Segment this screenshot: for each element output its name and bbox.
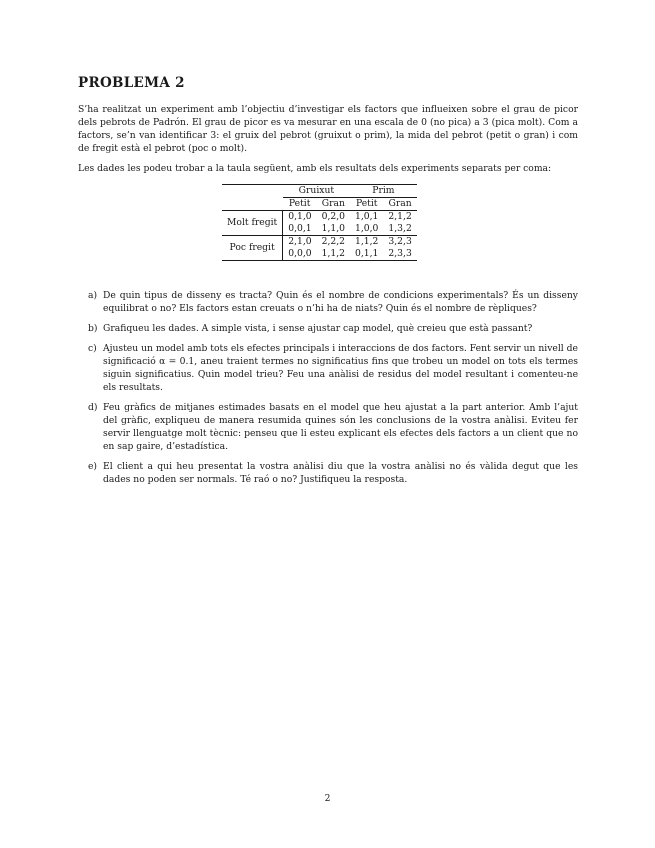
question-label: b): [88, 323, 98, 334]
table-corner: [222, 185, 283, 198]
table-cell: 3,2,3: [383, 236, 416, 249]
question-label: d): [88, 402, 98, 413]
table-cell: 1,0,0: [355, 223, 379, 234]
table-cell: 2,3,3: [383, 248, 416, 261]
question-list: [78, 289, 578, 493]
table-intro-paragraph: Les dades les podeu trobar a la taula següent, amb els resultats dels experiments separats per coma:: [78, 163, 552, 174]
question-item: [78, 322, 578, 335]
sub-header: Gran: [321, 198, 345, 209]
table-sub-header-row: [222, 198, 417, 211]
table-cell: 2,1,2: [383, 211, 416, 224]
sub-header: Petit: [355, 198, 378, 209]
question-label: c): [88, 343, 97, 354]
table-cell: 1,1,2: [317, 248, 350, 261]
table-cell: 1,1,2: [350, 236, 383, 249]
row-label-molt-fregit: Molt fregit: [222, 211, 283, 236]
table-cell: 0,0,0: [283, 248, 317, 261]
table-cell: 0,1,0: [283, 211, 317, 224]
question-text: Ajusteu un model amb tots els efectes principals i interaccions de dos factors. Fent servir un nivell de significació α = 0.1, aneu traient termes no significatius fins que trobeu un model on tots els termes siguin significatius. Quin model trieu? Feu una anàlisi de residus del model resultant i comenteu-ne els resultats.: [103, 343, 578, 393]
table-row: [222, 236, 417, 249]
row-label-poc-fregit: Poc fregit: [222, 236, 283, 261]
table-cell: 2,2,2: [317, 236, 350, 249]
group-header-prim: Prim: [350, 185, 417, 198]
question-item: [78, 289, 578, 315]
table-cell: 1,1,0: [321, 223, 346, 234]
problem-title: PROBLEMA 2: [78, 75, 185, 91]
table-cell: 0,2,0: [317, 211, 350, 224]
page-number: 2: [324, 793, 331, 804]
question-text: Grafiqueu les dades. A simple vista, i sense ajustar cap model, què creieu que està passant?: [103, 323, 533, 334]
question-text: El client a qui heu presentat la vostra anàlisi diu que la vostra anàlisi no és vàlida degut que les dades no poden ser normals. Té raó o no? Justifiqueu la resposta.: [103, 461, 578, 485]
table-cell: 0,1,1: [350, 248, 383, 261]
sub-header: Gran: [388, 198, 412, 209]
question-item: [78, 460, 578, 486]
table-row: [222, 211, 417, 224]
question-label: a): [88, 290, 98, 301]
table-cell: 2,1,0: [283, 236, 317, 249]
question-label: e): [88, 461, 98, 472]
table-cell: 1,0,1: [350, 211, 383, 224]
group-header-gruixut: Gruixut: [283, 185, 350, 198]
data-table: [222, 184, 417, 261]
table-cell: 1,3,2: [388, 223, 412, 234]
intro-paragraph: S’ha realitzat un experiment amb l’objectiu d’investigar els factors que influeixen sobre el grau de picor dels pebrots de Padrón. El grau de picor es va mesurar en una escala de 0 (no pica) a 3 (pica molt). Com a factors, se’n van identificar 3: el gruix del pebrot (gruixut o prim), la mida del pebrot (petit o gran) i com de fregit està el pebrot (poc o molt).: [78, 104, 578, 154]
table-group-header-row: [222, 185, 417, 198]
question-text: Feu gràfics de mitjanes estimades basats en el model que heu ajustat a la part anterior. Amb l’ajut del gràfic, expliqueu de manera resumida quines són les conclusions de la vostra anàlisi. Eviteu fer servir llenguatge molt tècnic: penseu que li esteu explicant els efectes dels factors a un client que no en sap gaire, d’estadística.: [103, 402, 578, 452]
question-item: [78, 401, 578, 453]
sub-header: Petit: [288, 198, 311, 209]
table-cell: 0,0,1: [283, 223, 317, 236]
question-item: [78, 342, 578, 394]
question-text: De quin tipus de disseny es tracta? Quin és el nombre de condicions experimentals? És un disseny equilibrat o no? Els factors estan creuats o n’hi ha de niats? Quin és el nombre de rèpliques?: [103, 290, 578, 314]
